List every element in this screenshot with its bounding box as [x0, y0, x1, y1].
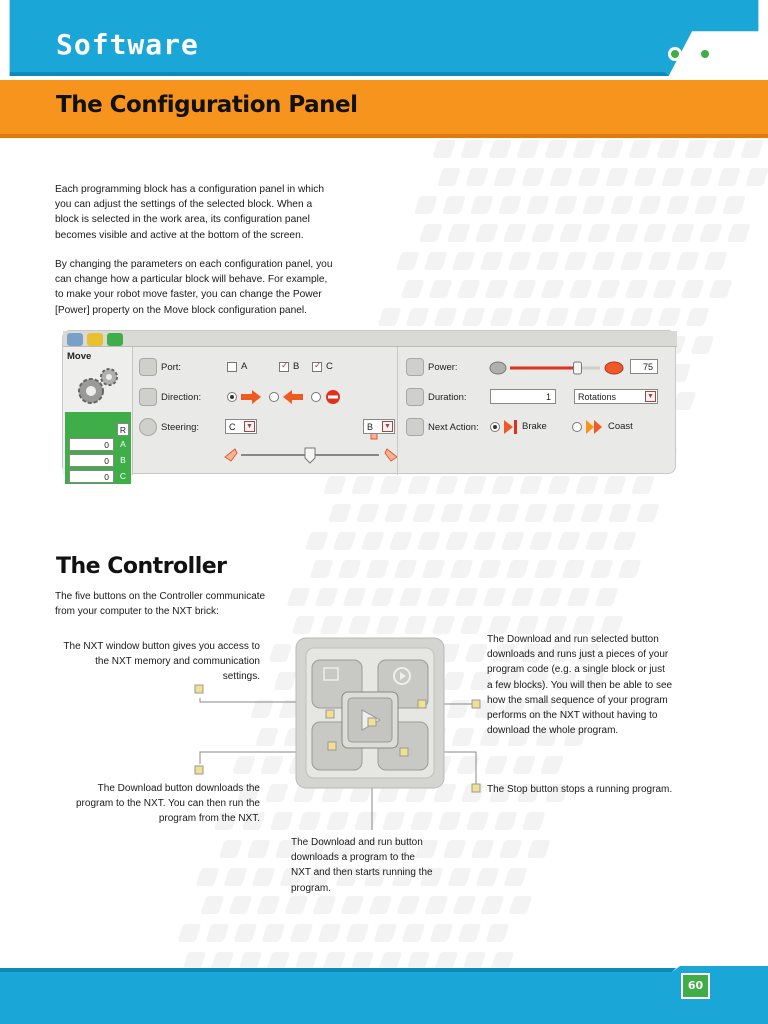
intro-paragraph-1	[55, 182, 385, 243]
controller-intro	[55, 589, 335, 619]
text-line: [Power] property on the Move block configuration panel.	[55, 304, 308, 316]
text-line: The Download and run selected button	[487, 634, 659, 645]
text-line: program code (e.g. a single block or just	[487, 664, 665, 676]
controller-graphic	[190, 630, 490, 850]
steering-icon	[139, 418, 157, 436]
panel-tab[interactable]	[107, 333, 123, 346]
port-readout-row	[69, 454, 129, 467]
page-number: 60	[681, 973, 710, 999]
forward-arrow-icon	[241, 390, 261, 404]
direction-backward-radio[interactable]	[269, 392, 279, 402]
download-run-selected-caption	[487, 632, 717, 738]
next-action-icon	[406, 418, 424, 436]
power-slider[interactable]	[490, 358, 624, 378]
port-a-checkbox[interactable]	[227, 362, 237, 372]
text-line: downloads a program to the	[291, 852, 415, 864]
page-heading: The Configuration Panel	[56, 92, 358, 118]
text-line: The Stop button stops a running program.	[487, 784, 673, 795]
port-b-checkbox[interactable]	[279, 362, 289, 372]
duration-unit-select[interactable]	[574, 389, 658, 404]
steering-slider[interactable]	[223, 445, 399, 465]
steering-left-select[interactable]	[225, 419, 257, 434]
text-line: download the whole program.	[487, 725, 619, 737]
port-readout-label: C	[119, 471, 127, 481]
brake-icon	[504, 420, 518, 434]
text-line: the NXT memory and communication	[95, 656, 260, 668]
coast-radio[interactable]	[572, 422, 582, 432]
power-icon	[406, 358, 424, 376]
text-line: NXT and then starts running the	[291, 867, 433, 879]
controller-heading: The Controller	[56, 554, 227, 579]
chevron-down-icon: ▼	[382, 421, 393, 432]
power-row	[404, 355, 674, 381]
port-icon	[139, 358, 157, 376]
brake-radio[interactable]	[490, 422, 500, 432]
direction-stop-radio[interactable]	[311, 392, 321, 402]
right-settings	[397, 347, 677, 475]
section-title: Software	[56, 28, 199, 61]
text-line: By changing the parameters on each configuration panel, you	[55, 259, 333, 270]
power-label: Power:	[428, 362, 458, 373]
direction-label: Direction:	[161, 392, 202, 403]
panel-tab[interactable]	[87, 333, 103, 346]
duration-icon	[406, 388, 424, 406]
chevron-down-icon: ▼	[244, 421, 255, 432]
next-action-label: Next Action:	[428, 422, 479, 433]
text-line: The Download button downloads the	[97, 783, 260, 794]
power-value-field[interactable]: 75	[630, 359, 658, 374]
steering-right-select[interactable]	[363, 419, 395, 434]
text-line: from your computer to the NXT brick:	[55, 606, 219, 618]
panel-tab-bar	[63, 331, 677, 347]
text-line: block is selected in the work area, its configuration panel	[55, 214, 310, 226]
port-readout-value: 0	[69, 438, 114, 451]
duration-value-field[interactable]: 1	[490, 389, 556, 404]
coast-label: Coast	[608, 421, 633, 432]
port-c-label: C	[326, 361, 333, 372]
duration-row	[404, 385, 674, 411]
duration-unit-value: Rotations	[578, 392, 617, 402]
text-line: The NXT window button gives you access to	[63, 641, 260, 652]
text-line: to make your robot move faster, you can change the Power	[55, 289, 322, 301]
text-line: becomes visible and active at the bottom of the screen.	[55, 229, 304, 241]
block-summary	[63, 347, 133, 482]
text-line: a few blocks). You will then be able to see	[487, 679, 673, 691]
backward-arrow-icon	[283, 390, 303, 404]
port-c-checkbox[interactable]	[312, 362, 322, 372]
port-readout-value: 0	[69, 454, 114, 467]
steering-right-row	[287, 415, 397, 441]
text-line: downloads and runs just a pieces of your	[487, 649, 669, 661]
port-readout-label: B	[120, 455, 126, 465]
block-name: Move	[67, 351, 92, 362]
move-config-panel	[62, 330, 676, 482]
duration-label: Duration:	[428, 392, 467, 403]
port-readout-row	[69, 470, 129, 483]
text-line: you can adjust the settings of the selected block. When a	[55, 199, 313, 211]
text-line: performs on the NXT without having to	[487, 710, 658, 722]
stop-caption	[487, 782, 727, 797]
text-line: The Download and run button	[291, 837, 423, 848]
intro-paragraph-2	[55, 257, 385, 318]
footer-band	[0, 966, 768, 1024]
text-line: The five buttons on the Controller communicate	[55, 591, 266, 602]
stop-sign-icon	[325, 389, 341, 405]
text-line: how the small sequence of your program	[487, 694, 668, 706]
panel-tab[interactable]	[67, 333, 83, 346]
steering-right-value: B	[367, 422, 374, 432]
port-row	[137, 355, 397, 381]
port-readout-label: A	[120, 439, 126, 449]
r-readout: R	[117, 423, 129, 436]
connector-dots-icon	[665, 44, 715, 64]
brake-label: Brake	[522, 421, 547, 432]
port-b-label: B	[293, 361, 300, 372]
gears-icon	[73, 365, 121, 409]
port-readout-row	[69, 438, 129, 451]
direction-row	[137, 385, 397, 411]
text-line: program to the NXT. You can then run the	[75, 798, 260, 810]
port-label: Port:	[161, 362, 182, 373]
text-line: program.	[291, 882, 332, 894]
text-line: settings.	[222, 671, 260, 683]
port-a-label: A	[241, 361, 248, 372]
direction-icon	[139, 388, 157, 406]
text-line: program from the NXT.	[158, 813, 260, 825]
text-line: can change how a particular block will behave. For example,	[55, 274, 328, 286]
text-line: Each programming block has a configuration panel in which	[55, 184, 324, 195]
coast-icon	[586, 420, 604, 434]
direction-forward-radio[interactable]	[227, 392, 237, 402]
port-readout-value: 0	[69, 470, 114, 483]
next-action-row	[404, 415, 674, 441]
steering-left-value: C	[229, 422, 236, 432]
steering-label: Steering:	[161, 422, 200, 433]
chevron-down-icon: ▼	[645, 391, 656, 402]
